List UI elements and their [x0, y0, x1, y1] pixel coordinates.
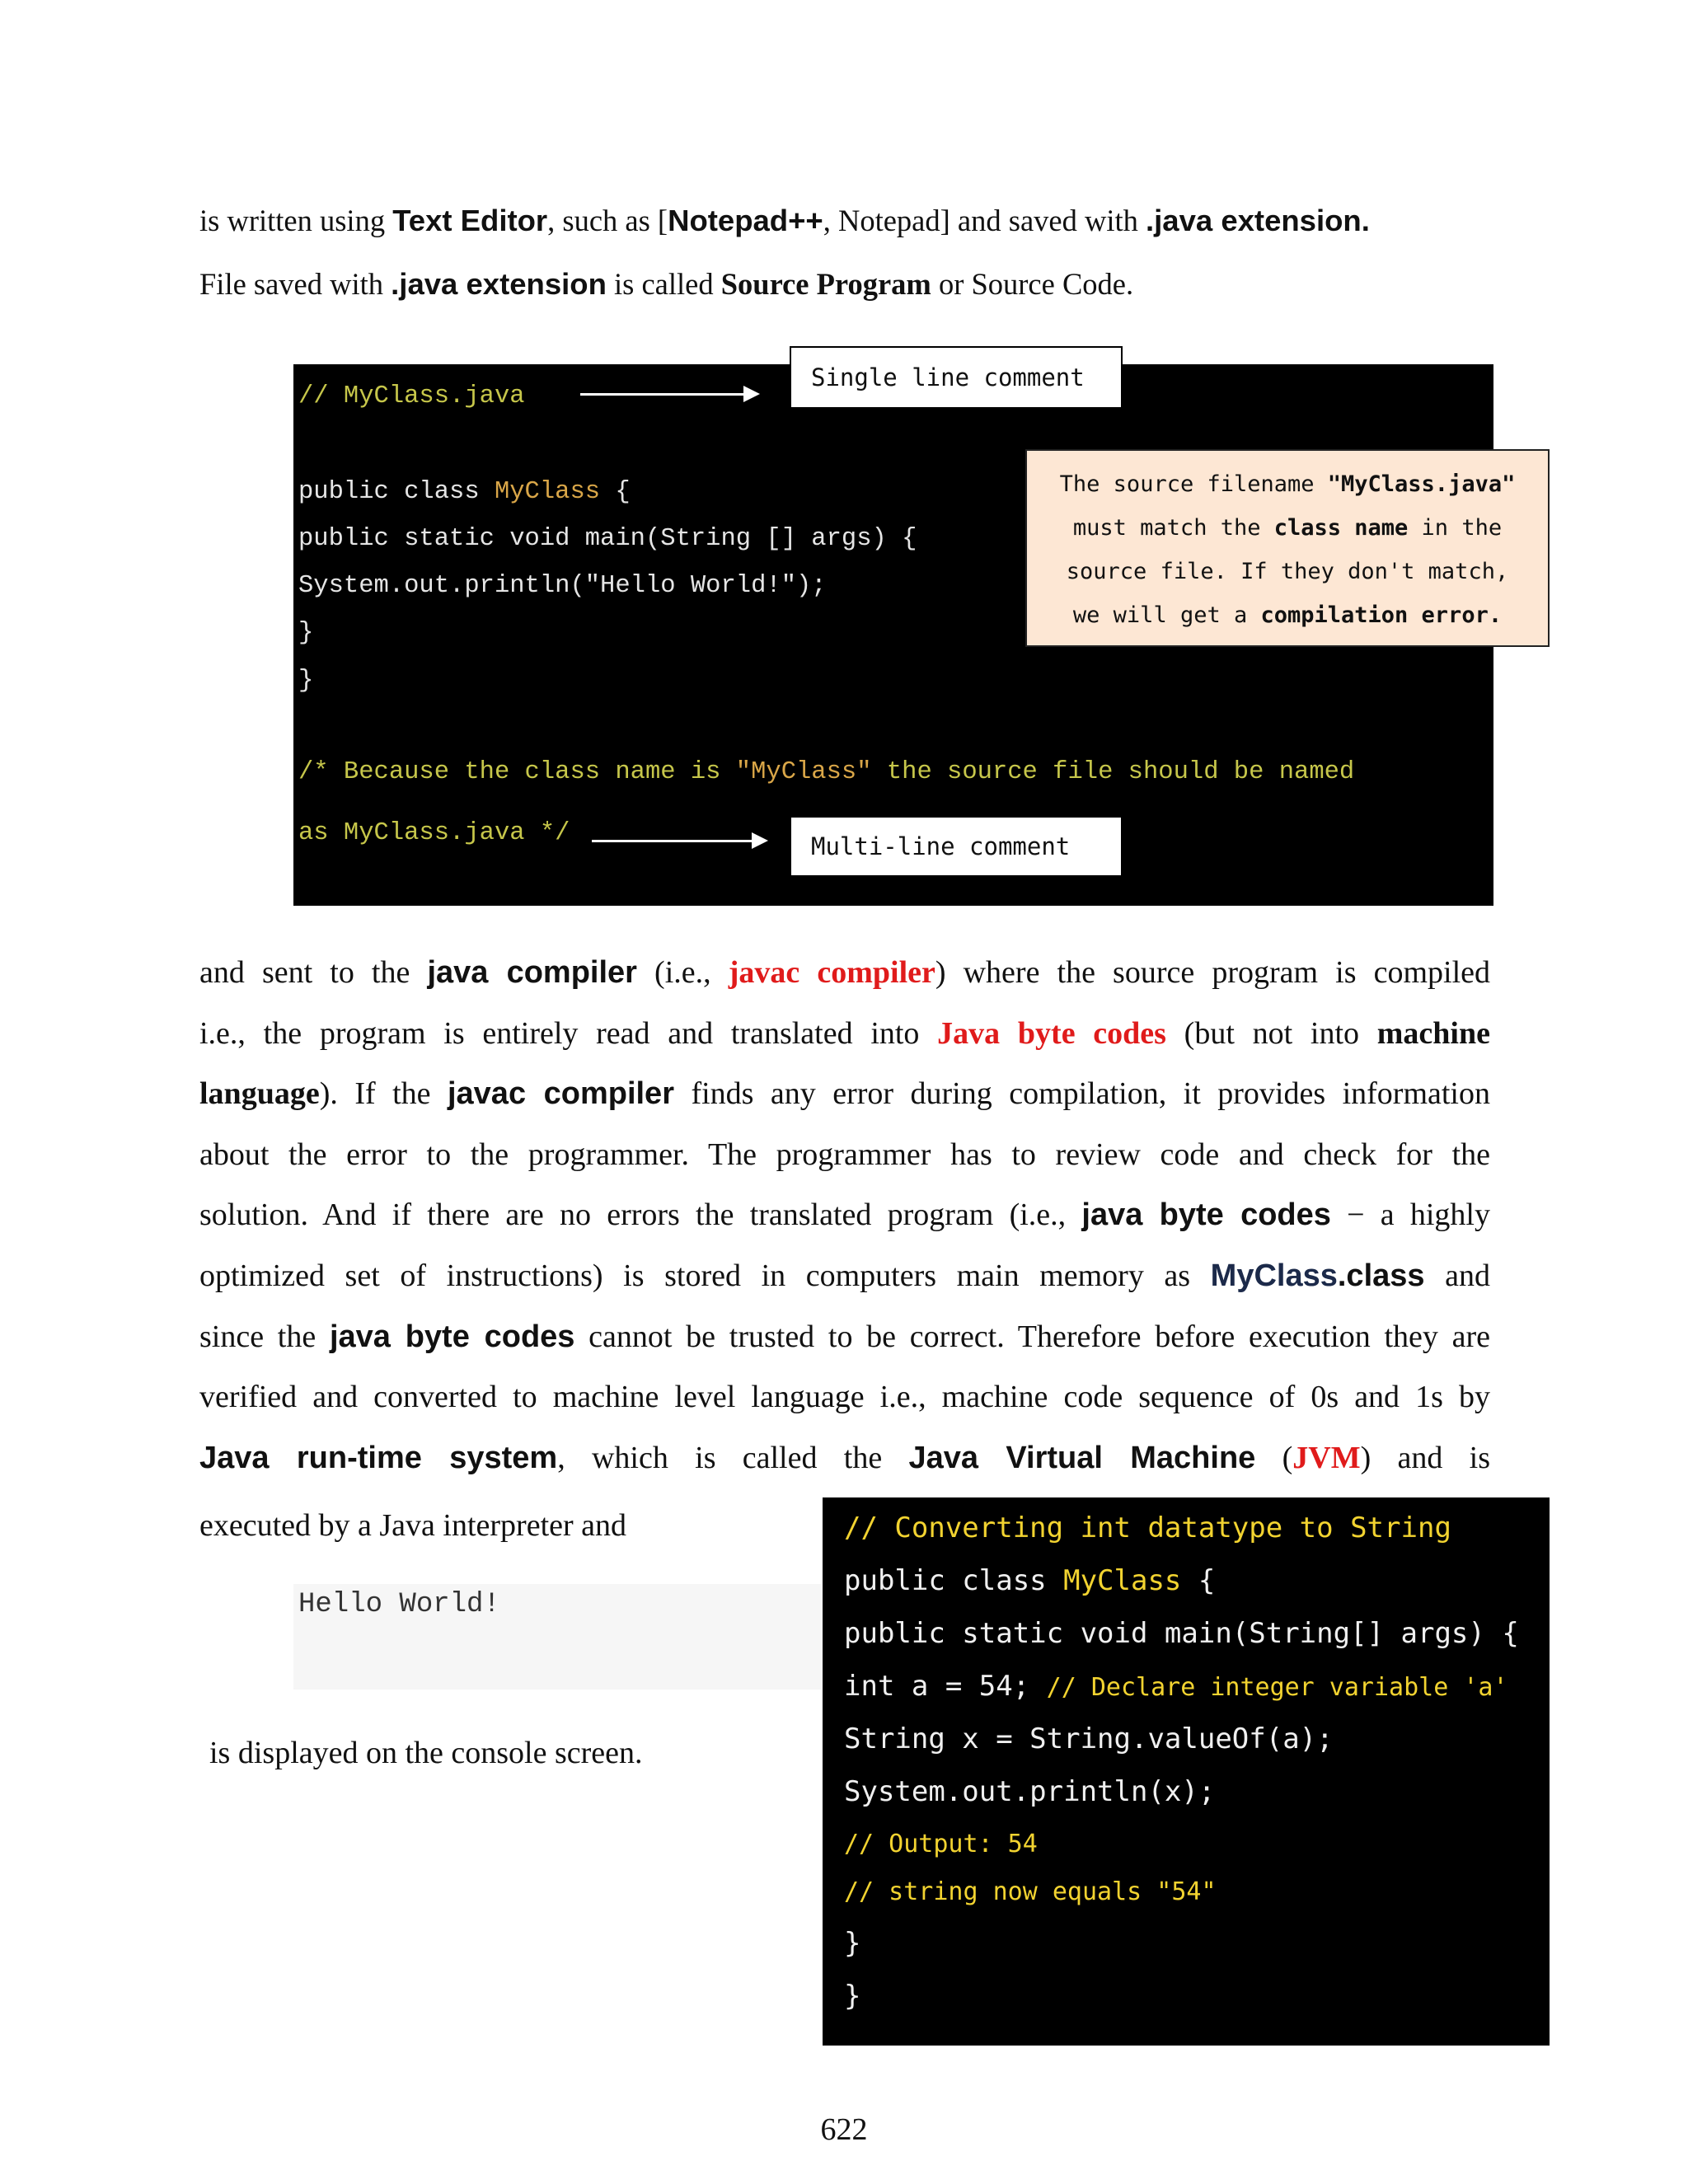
- text-run: java compiler: [427, 955, 637, 990]
- paragraph-line: [199, 1428, 1490, 1489]
- code-multiline-comment: [298, 821, 570, 846]
- code-line: [844, 1670, 1508, 1703]
- console-output-box: [293, 1584, 821, 1690]
- code-line: System.out.println(x);: [844, 1775, 1216, 1808]
- intro-term: .java extension: [391, 267, 607, 301]
- code-token: MyClass: [494, 478, 601, 506]
- text-run: (but not into: [1165, 1015, 1377, 1051]
- intro-text: , such as [: [547, 204, 668, 237]
- note-text: The source filename: [1059, 471, 1328, 497]
- intro-text: File saved with: [199, 267, 392, 301]
- intro-term: Source Program: [720, 267, 931, 301]
- code-line: }: [844, 1980, 861, 2013]
- paragraph-line: [199, 943, 1490, 1004]
- text-run: finds any error during compilation, it provides information: [673, 1076, 1490, 1112]
- page-number: 622: [820, 2112, 868, 2147]
- note-text: compilation error.: [1260, 602, 1503, 628]
- code-line: }: [298, 667, 314, 695]
- intro-line-2: [199, 269, 1133, 300]
- paragraph-line-left: executed by a Java interpreter and: [199, 1508, 627, 1543]
- intro-text: is called: [606, 267, 721, 301]
- code-token: int a = 54;: [844, 1670, 1047, 1703]
- body-paragraph: [199, 943, 1490, 1488]
- paragraph-line-left: is displayed on the console screen.: [209, 1736, 643, 1770]
- intro-text: is written using: [199, 204, 393, 237]
- text-run: − a highly: [1330, 1197, 1490, 1233]
- text-run: machine: [1376, 1015, 1490, 1051]
- text-run: javac compiler: [728, 955, 935, 990]
- note-line: [1027, 593, 1548, 637]
- text-run: (i.e.,: [636, 955, 729, 990]
- filename-note: [1025, 449, 1550, 647]
- text-run: since the: [199, 1319, 330, 1354]
- text-run: solution. And if there are no errors the translated program (i.e.,: [199, 1197, 1082, 1233]
- text-run: .class: [1337, 1258, 1425, 1293]
- intro-term: Notepad++: [668, 204, 823, 237]
- text-run: javac compiler: [447, 1076, 674, 1112]
- code-comment-line: // Output: 54: [844, 1830, 1038, 1858]
- single-line-comment-label: Single line comment: [790, 346, 1123, 409]
- code-token: MyClass.java: [343, 819, 525, 847]
- text-run: JVM: [1292, 1440, 1361, 1475]
- paragraph-line: [199, 1185, 1490, 1246]
- text-run: Java run-time system: [199, 1440, 558, 1475]
- text-run: MyClass: [1210, 1258, 1338, 1293]
- note-line: source file. If they don't match,: [1066, 559, 1509, 584]
- multi-line-comment-label: Multi-line comment: [790, 816, 1123, 877]
- paragraph-line: [199, 1064, 1490, 1125]
- text-run: ) where the source program is compiled: [935, 955, 1491, 990]
- code-line: public static void main(String[] args) {: [844, 1617, 1519, 1650]
- code-token: the source file should be named: [871, 758, 1355, 786]
- note-text: class name: [1273, 515, 1409, 541]
- paragraph-line: verified and converted to machine level language i.e., machine code sequence of 0s and 1s by: [199, 1380, 1490, 1415]
- note-line: [1027, 506, 1548, 550]
- code-comment-line: // MyClass.java: [298, 382, 525, 410]
- text-run: i.e., the program is entirely read and translated into: [199, 1015, 938, 1051]
- paragraph-line: [199, 1307, 1490, 1368]
- code-token: as: [298, 819, 344, 847]
- intro-text: or Source Code.: [931, 267, 1134, 301]
- code-line: [844, 1564, 1216, 1597]
- code-line: System.out.println("Hello World!");: [298, 572, 827, 600]
- text-run: java byte codes: [329, 1319, 575, 1354]
- text-run: and: [1424, 1258, 1490, 1293]
- text-run: , which is called the: [557, 1440, 909, 1475]
- text-run: java byte codes: [1081, 1197, 1331, 1233]
- text-run: ). If the: [319, 1076, 448, 1112]
- text-run: ) and is: [1360, 1440, 1491, 1475]
- text-run: (: [1255, 1440, 1293, 1475]
- code-token: public class: [844, 1564, 1064, 1597]
- intro-line-1: [199, 206, 1370, 237]
- intro-term: Text Editor: [392, 204, 548, 237]
- paragraph-line: [199, 1246, 1490, 1307]
- code-token: "MyClass": [735, 758, 872, 786]
- paragraph-line: [199, 1004, 1490, 1065]
- note-text: "MyClass.java": [1327, 471, 1516, 497]
- note-text: must match the: [1072, 515, 1274, 541]
- code-multiline-comment: [298, 760, 1354, 785]
- text-run: cannot be trusted to be correct. Therefore before execution they are: [574, 1319, 1490, 1354]
- text-run: Java Virtual Machine: [908, 1440, 1256, 1475]
- code-line: [298, 480, 631, 505]
- intro-text: , Notepad] and saved with: [823, 204, 1146, 237]
- text-run: optimized set of instructions) is stored in computers main memory as: [199, 1258, 1211, 1293]
- code-line: }: [298, 619, 314, 647]
- text-run: Java byte codes: [937, 1015, 1166, 1051]
- note-text: we will get a: [1072, 602, 1261, 628]
- code-token: {: [1181, 1564, 1216, 1597]
- text-run: and sent to the: [199, 955, 428, 990]
- note-line: [1027, 462, 1548, 506]
- text-run: language: [199, 1076, 320, 1112]
- arrow-icon: [592, 840, 765, 842]
- intro-term: .java extension.: [1146, 204, 1370, 237]
- code-token: {: [600, 478, 631, 506]
- console-output-text: Hello World!: [298, 1589, 500, 1620]
- code-token: /* Because the class name is: [298, 758, 736, 786]
- code-line: String x = String.valueOf(a);: [844, 1722, 1334, 1755]
- arrow-icon: [580, 393, 757, 396]
- code-line: }: [844, 1927, 861, 1960]
- code-token: public class: [298, 478, 495, 506]
- paragraph-line: about the error to the programmer. The programmer has to review code and check for the: [199, 1137, 1490, 1172]
- code-token: MyClass: [1063, 1564, 1182, 1597]
- code-token: */: [524, 819, 570, 847]
- code-comment-line: // Converting int datatype to String: [844, 1511, 1451, 1544]
- code-comment-line: // string now equals "54": [844, 1877, 1217, 1906]
- note-text: in the: [1408, 515, 1503, 541]
- code-block-int-to-string: [823, 1497, 1550, 2046]
- code-token: // Declare integer variable 'a': [1046, 1673, 1508, 1702]
- code-line: public static void main(String [] args) {: [298, 525, 917, 553]
